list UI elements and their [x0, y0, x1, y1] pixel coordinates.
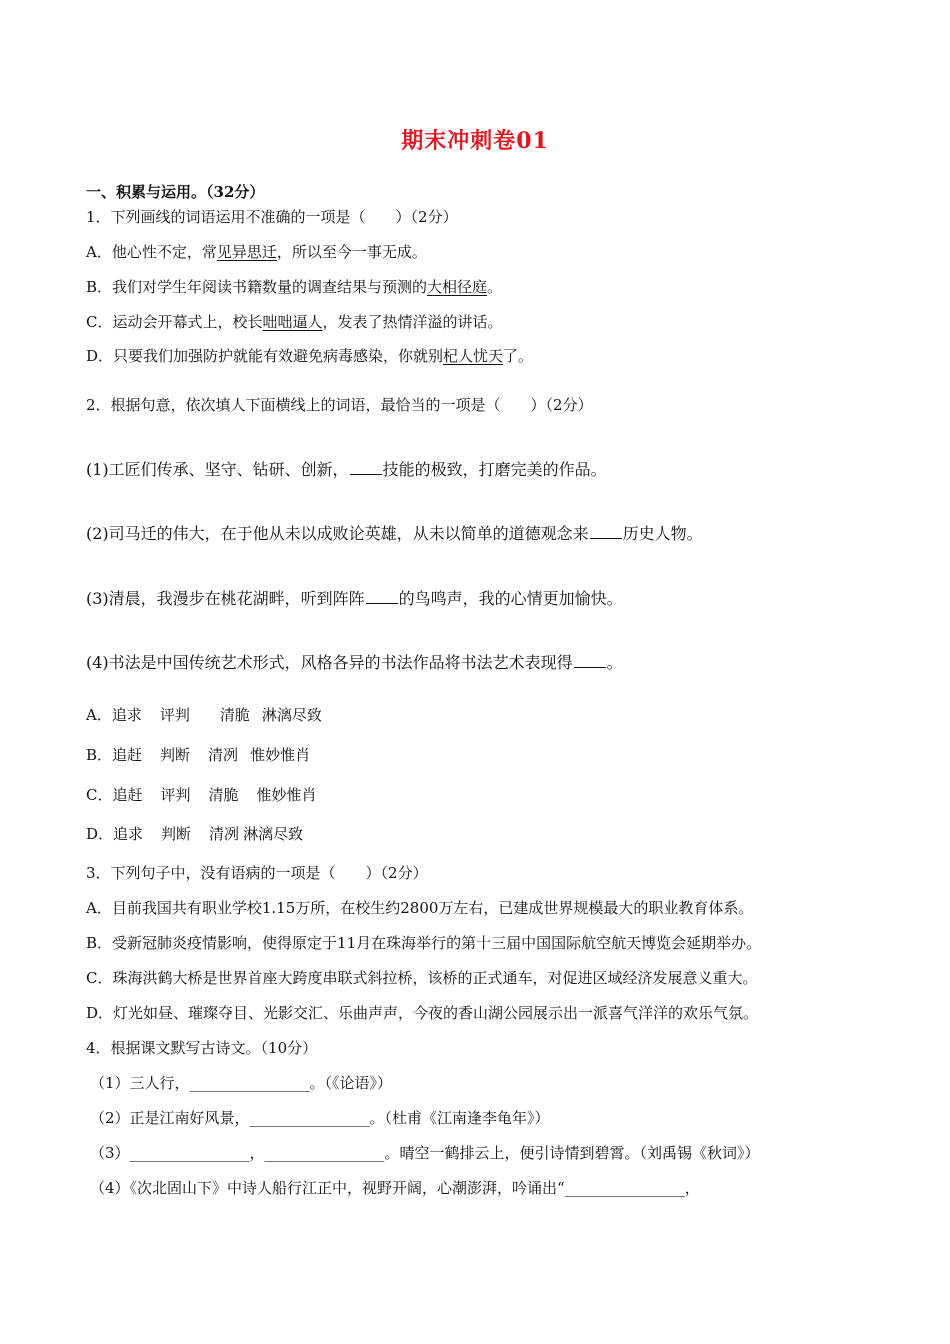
q1-option-d	[86, 346, 533, 366]
fill-blank	[590, 524, 622, 539]
q2-b-w1: B．追赶	[86, 746, 143, 764]
q2-sentence-1	[86, 460, 607, 480]
fill-blank	[574, 653, 606, 668]
q4-line-1: （1）三人行，________________。（《论语》）	[90, 1074, 393, 1092]
q4-line-2: （2）正是江南好风景，________________。（杜甫《江南逢李龟年》）	[90, 1109, 550, 1127]
q1-option-b	[86, 277, 502, 297]
q2-s2-pre: (2)司马迁的伟大，在于他从未以成败论英雄，从未以简单的道德观念来	[86, 524, 589, 543]
q2-sentence-3	[86, 589, 623, 609]
q4-stem: 4．根据课文默写古诗文。（10分）	[86, 1039, 318, 1057]
q2-sentence-2	[86, 524, 703, 544]
q2-option-d	[86, 824, 303, 844]
q2-option-b	[86, 745, 310, 765]
q1-b-post: 。	[487, 278, 503, 296]
q1-option-a	[86, 242, 427, 262]
q1-a-pre: A．他心性不定，常	[86, 243, 217, 261]
q2-c-w3: 清脆	[208, 786, 239, 804]
section-heading: 一、积累与运用。（32分）	[86, 183, 265, 201]
q2-a-w3: 清脆	[219, 706, 250, 724]
q3-option-b: B．受新冠肺炎疫情影响，使得原定于11月在珠海举行的第十三届中国国际航空航天博览会延期举办。	[86, 934, 762, 952]
q1-a-term: 见异思迁	[216, 243, 277, 261]
q3-option-d: D．灯光如昼、璀璨夺目、光影交汇、乐曲声声，今夜的香山湖公园展示出一派喜气洋洋的欢乐气氛。	[86, 1004, 759, 1022]
q2-s1-pre: (1)工匠们传承、坚守、钻研、创新，	[86, 460, 349, 479]
q2-c-w1: C．追赶	[86, 786, 143, 804]
q3-stem: 3．下列句子中，没有语病的一项是（ ）（2分）	[86, 864, 428, 882]
q2-sentence-4	[86, 653, 623, 673]
q1-stem: 1．下列画线的词语运用不准确的一项是（ ）（2分）	[86, 208, 458, 226]
q2-stem: 2．根据句意，依次填人下面横线上的词语，最恰当的一项是（ ）（2分）	[86, 396, 593, 414]
q2-s4-pre: (4)书法是中国传统艺术形式，风格各异的书法作品将书法艺术表现得	[86, 653, 573, 672]
q2-b-w4: 惟妙惟肖	[250, 746, 311, 764]
fill-blank	[366, 589, 398, 604]
q1-option-c	[86, 312, 503, 332]
q2-a-w2: 评判	[159, 706, 190, 724]
q3-option-a: A．目前我国共有职业学校1.15万所，在校生约2800万左右，已建成世界规模最大的职业教育体系。	[86, 899, 754, 917]
q2-option-c	[86, 785, 317, 805]
q2-s2-post: 历史人物。	[622, 524, 703, 543]
q2-d-w3: 清冽	[209, 825, 240, 843]
q2-b-w3: 清冽	[208, 746, 239, 764]
q1-b-term: 大相径庭	[427, 278, 488, 296]
q1-c-post: ，发表了热情洋溢的讲话。	[322, 313, 503, 331]
q4-line-3: （3）________________，________________。晴空一鹤排云上，便引诗情到碧霄。（刘禹锡《秋词》）	[90, 1144, 760, 1162]
page-title: 期末冲刺卷01	[401, 128, 549, 154]
q2-c-w2: 评判	[160, 786, 191, 804]
q2-s1-post: 技能的极致，打磨完美的作品。	[382, 460, 607, 479]
q2-option-a	[86, 705, 322, 725]
q3-option-c: C．珠海洪鹤大桥是世界首座大跨度串联式斜拉桥，该桥的正式通车，对促进区域经济发展意义重大。	[86, 969, 758, 987]
q2-s4-post: 。	[606, 653, 623, 672]
q1-b-pre: B．我们对学生年阅读书籍数量的调查结果与预测的	[86, 278, 428, 296]
q1-a-post: ，所以至今一事无成。	[276, 243, 427, 261]
q2-a-w1: A．追求	[86, 706, 142, 724]
q2-s3-pre: (3)清晨，我漫步在桃花湖畔，听到阵阵	[86, 589, 365, 608]
q2-d-w2: 判断	[161, 825, 192, 843]
q1-c-pre: C．运动会开幕式上，校长	[86, 313, 263, 331]
q1-c-term: 咄咄逼人	[262, 313, 323, 331]
q1-d-post: 了。	[503, 347, 534, 365]
fill-blank	[350, 460, 382, 475]
q2-s3-post: 的鸟鸣声，我的心情更加愉快。	[398, 589, 623, 608]
q2-a-w4: 淋漓尽致	[261, 706, 322, 724]
q2-d-w1: D．追求	[86, 825, 144, 843]
q1-d-term: 杞人忧天	[443, 347, 504, 365]
q2-c-w4: 惟妙惟肖	[256, 786, 317, 804]
q2-d-w4: 淋漓尽致	[243, 825, 304, 843]
q1-d-pre: D．只要我们加强防护就能有效避免病毒感染，你就别	[86, 347, 444, 365]
q2-b-w2: 判断	[160, 746, 191, 764]
q4-line-4: （4）《次北固山下》中诗人船行江正中，视野开阔，心潮澎湃，吟诵出“________________，	[90, 1179, 700, 1197]
